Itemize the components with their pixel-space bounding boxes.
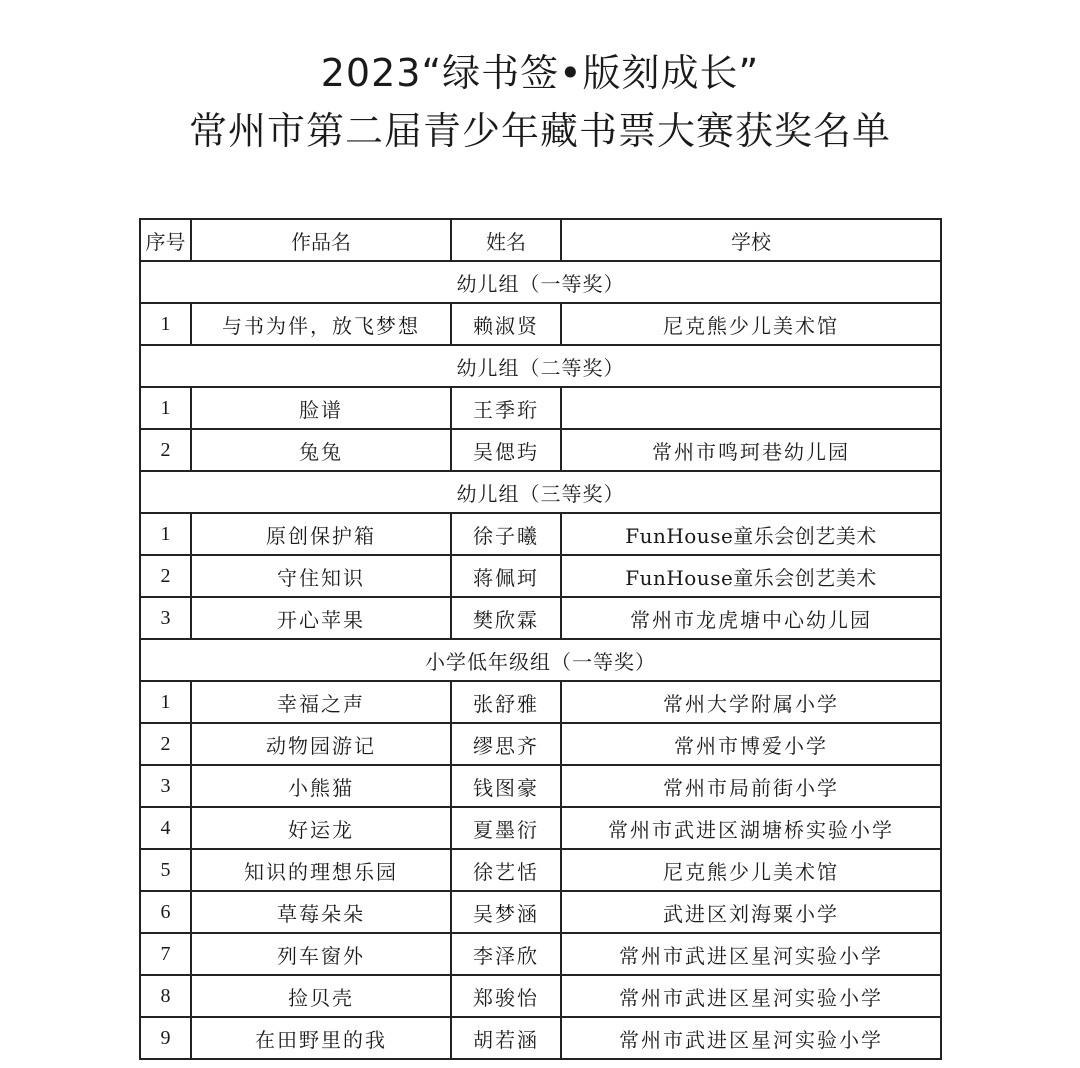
table-row [140, 975, 941, 1017]
student-name: 缪思齐 [451, 723, 561, 765]
work-title: 与书为伴，放飞梦想 [191, 303, 451, 345]
student-name: 胡若涵 [451, 1017, 561, 1059]
work-title: 兔兔 [191, 429, 451, 471]
table-row [140, 723, 941, 765]
table-row [140, 513, 941, 555]
work-title: 动物园游记 [191, 723, 451, 765]
student-name: 吴偲玙 [451, 429, 561, 471]
row-index: 1 [140, 387, 191, 429]
table-row [140, 807, 941, 849]
table-row [140, 387, 941, 429]
title-line-1: 2023“绿书签•版刻成长” [320, 51, 760, 95]
school-name: 常州市武进区湖塘桥实验小学 [561, 807, 941, 849]
row-index: 4 [140, 807, 191, 849]
work-title: 原创保护箱 [191, 513, 451, 555]
row-index: 1 [140, 513, 191, 555]
school-name: 常州市龙虎塘中心幼儿园 [561, 597, 941, 639]
table-header-row [140, 219, 941, 261]
student-name: 王季珩 [451, 387, 561, 429]
row-index: 9 [140, 1017, 191, 1059]
row-index: 5 [140, 849, 191, 891]
work-title: 小熊猫 [191, 765, 451, 807]
work-title: 守住知识 [191, 555, 451, 597]
table-row [140, 303, 941, 345]
student-name: 樊欣霖 [451, 597, 561, 639]
student-name: 吴梦涵 [451, 891, 561, 933]
table-row [140, 849, 941, 891]
awards-table [139, 218, 942, 1060]
work-title: 列车窗外 [191, 933, 451, 975]
work-title: 幸福之声 [191, 681, 451, 723]
row-index: 7 [140, 933, 191, 975]
school-name: 常州市博爱小学 [561, 723, 941, 765]
row-index: 2 [140, 555, 191, 597]
student-name: 郑骏怡 [451, 975, 561, 1017]
document-title [0, 44, 1080, 160]
group-header-row [140, 471, 941, 513]
row-index: 1 [140, 303, 191, 345]
school-name: 常州市武进区星河实验小学 [561, 975, 941, 1017]
student-name: 张舒雅 [451, 681, 561, 723]
work-title: 开心苹果 [191, 597, 451, 639]
school-name: 常州市武进区星河实验小学 [561, 1017, 941, 1059]
work-title: 知识的理想乐园 [191, 849, 451, 891]
header-work: 作品名 [191, 219, 451, 261]
row-index: 2 [140, 723, 191, 765]
school-name: 常州市局前街小学 [561, 765, 941, 807]
table-row [140, 765, 941, 807]
work-title: 在田野里的我 [191, 1017, 451, 1059]
school-name: 常州大学附属小学 [561, 681, 941, 723]
table-row [140, 1017, 941, 1059]
student-name: 蒋佩珂 [451, 555, 561, 597]
table-row [140, 891, 941, 933]
group-label: 小学低年级组（一等奖） [140, 639, 941, 681]
table-row [140, 681, 941, 723]
group-label: 幼儿组（二等奖） [140, 345, 941, 387]
header-name: 姓名 [451, 219, 561, 261]
row-index: 6 [140, 891, 191, 933]
group-header-row [140, 639, 941, 681]
student-name: 徐子曦 [451, 513, 561, 555]
group-header-row [140, 345, 941, 387]
student-name: 徐艺恬 [451, 849, 561, 891]
title-line-2: 常州市第二届青少年藏书票大赛获奖名单 [188, 109, 891, 153]
group-header-row [140, 261, 941, 303]
row-index: 2 [140, 429, 191, 471]
school-name: 武进区刘海粟小学 [561, 891, 941, 933]
work-title: 捡贝壳 [191, 975, 451, 1017]
group-label: 幼儿组（一等奖） [140, 261, 941, 303]
group-label: 幼儿组（三等奖） [140, 471, 941, 513]
row-index: 1 [140, 681, 191, 723]
awards-table-body [140, 219, 941, 1059]
row-index: 8 [140, 975, 191, 1017]
table-row [140, 429, 941, 471]
school-name: 尼克熊少儿美术馆 [561, 303, 941, 345]
school-name: FunHouse童乐会创艺美术 [561, 555, 941, 597]
work-title: 脸谱 [191, 387, 451, 429]
header-school: 学校 [561, 219, 941, 261]
school-name: FunHouse童乐会创艺美术 [561, 513, 941, 555]
work-title: 好运龙 [191, 807, 451, 849]
table-row [140, 933, 941, 975]
row-index: 3 [140, 765, 191, 807]
row-index: 3 [140, 597, 191, 639]
table-row [140, 555, 941, 597]
school-name [561, 387, 941, 429]
work-title: 草莓朵朵 [191, 891, 451, 933]
student-name: 夏墨衍 [451, 807, 561, 849]
student-name: 钱图豪 [451, 765, 561, 807]
header-index: 序号 [140, 219, 191, 261]
school-name: 尼克熊少儿美术馆 [561, 849, 941, 891]
school-name: 常州市鸣珂巷幼儿园 [561, 429, 941, 471]
student-name: 李泽欣 [451, 933, 561, 975]
student-name: 赖淑贤 [451, 303, 561, 345]
school-name: 常州市武进区星河实验小学 [561, 933, 941, 975]
table-row [140, 597, 941, 639]
